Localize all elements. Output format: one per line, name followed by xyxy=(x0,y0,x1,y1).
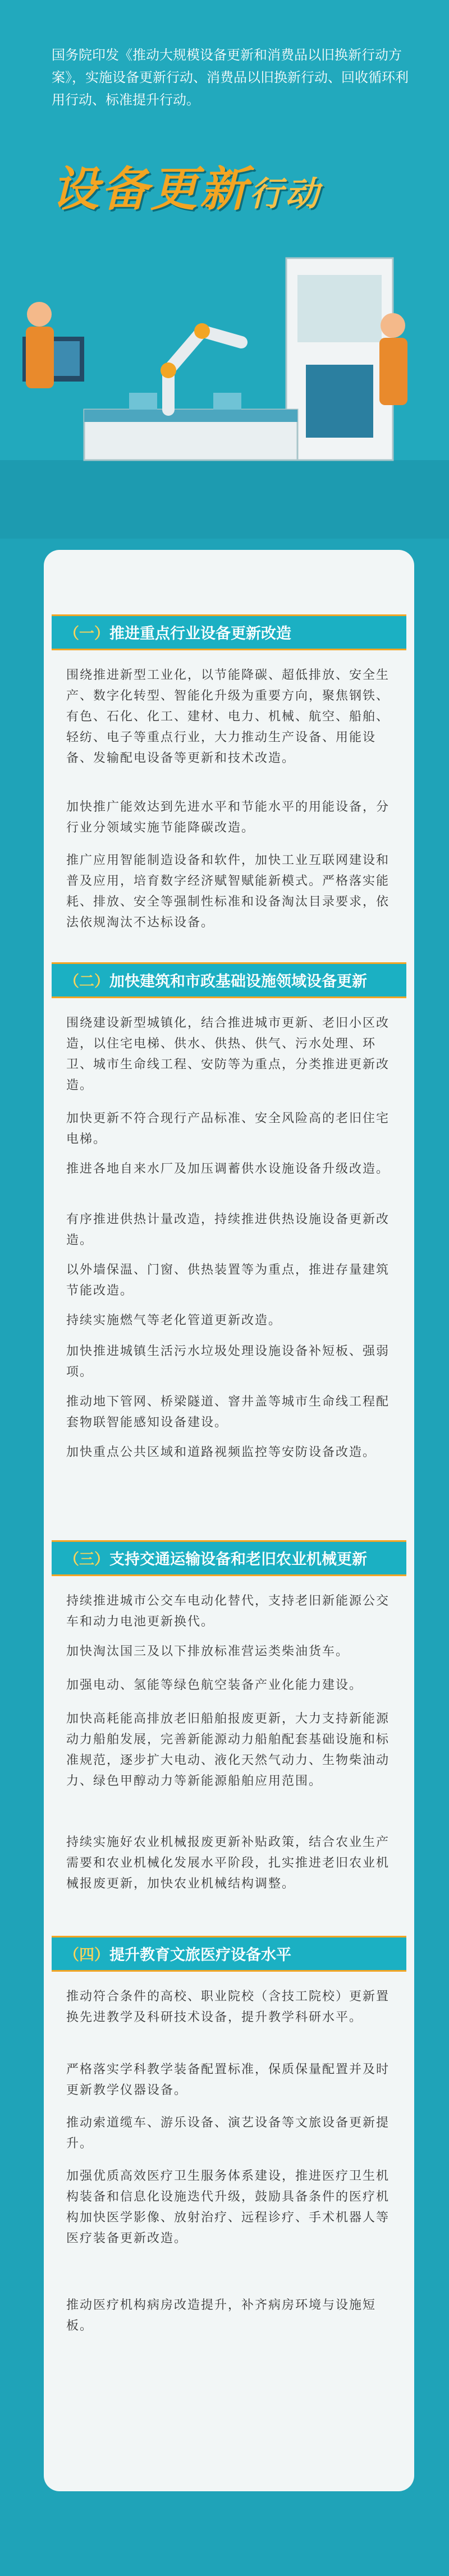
section-2-para-2: 加快更新不符合现行产品标准、安全风险高的老旧住宅电梯。 xyxy=(66,1112,390,1146)
section-2-para-1: 围绕建设新型城镇化，结合推进城市更新、老旧小区改造，以住宅电梯、供水、供热、供气、污水处理、环卫、城市生命线工程、安防等为重点，分类推进更新改造。 xyxy=(66,1016,390,1092)
section-3-para-2: 加快淘汰国三及以下排放标准营运类柴油货车。 xyxy=(66,1645,350,1659)
section-2-para-9: 加快重点公共区域和道路视频监控等安防设备改造。 xyxy=(66,1445,377,1459)
section-3-title: 支持交通运输设备和老旧农业机械更新 xyxy=(109,1551,367,1568)
section-2-title: 加快建筑和市政基础设施领域设备更新 xyxy=(109,973,367,990)
section-3-para-4: 加快高耗能高排放老旧船舶报废更新，大力支持新能源动力船舶发展，完善新能源动力船舶配套基础设施和标准规范，逐步扩大电动、液化天然气动力、生物柴油动力、绿色甲醇动力等新能源船舶应用范围。 xyxy=(66,1712,390,1788)
section-4-title: 提升教育文旅医疗设备水平 xyxy=(109,1946,291,1964)
section-4-tag: （四） xyxy=(64,1946,109,1964)
section-4-para-3: 推动索道缆车、游乐设备、演艺设备等文旅设备更新提升。 xyxy=(66,2116,390,2151)
section-1-heading xyxy=(52,614,406,650)
title-main: 设备更新 xyxy=(52,162,250,217)
section-1-para-3: 推广应用智能制造设备和软件，加快工业互联网建设和普及应用，培育数字经济赋智赋能新模式。严格落实能耗、排放、安全等强制性标准和设备淘汰目录要求，依法依规淘汰不达标设备。 xyxy=(66,853,390,930)
title-small: 行动 xyxy=(249,175,322,214)
section-3-para-5: 持续实施好农业机械报废更新补贴政策，结合农业生产需要和农业机械化发展水平阶段，扎实推进老旧农业机械报废更新，加快农业机械结构调整。 xyxy=(66,1835,390,1891)
section-4-para-5: 推动医疗机构病房改造提升，补齐病房环境与设施短板。 xyxy=(66,2298,377,2333)
section-1-para-2: 加快推广能效达到先进水平和节能水平的用能设备，分行业分领域实施节能降碳改造。 xyxy=(66,800,390,835)
section-2-para-4: 有序推进供热计量改造，持续推进供热设施设备更新改造。 xyxy=(66,1213,390,1247)
section-3-tag: （三） xyxy=(64,1551,109,1568)
footer-band xyxy=(0,2491,449,2576)
factory-illustration xyxy=(0,224,449,539)
section-2-heading xyxy=(52,962,406,998)
section-3-para-3: 加强电动、氢能等绿色航空装备产业化能力建设。 xyxy=(66,1678,363,1692)
section-4-para-2: 严格落实学科教学装备配置标准，保质保量配置并及时更新教学仪器设备。 xyxy=(66,2063,390,2097)
intro-text: 国务院印发《推动大规模设备更新和消费品以旧换新行动方案》，实施设备更新行动、消费品以旧换新行动、回收循环利用行动、标准提升行动。 xyxy=(52,47,409,108)
section-4-heading xyxy=(52,1936,406,1972)
section-2-para-3: 推进各地自来水厂及加压调蓄供水设施设备升级改造。 xyxy=(66,1162,390,1176)
section-2-para-5: 以外墙保温、门窗、供热装置等为重点，推进存量建筑节能改造。 xyxy=(66,1263,390,1298)
section-3-para-1: 持续推进城市公交车电动化替代，支持老旧新能源公交车和动力电池更新换代。 xyxy=(66,1594,390,1629)
section-2-para-7: 加快推进城镇生活污水垃圾处理设施设备补短板、强弱项。 xyxy=(66,1344,390,1379)
section-2-para-8: 推动地下管网、桥梁隧道、窨井盖等城市生命线工程配套物联智能感知设备建设。 xyxy=(66,1395,390,1430)
hero-banner xyxy=(0,0,449,539)
section-1-tag: （一） xyxy=(64,625,109,642)
section-2-para-6: 持续实施燃气等老化管道更新改造。 xyxy=(66,1314,282,1328)
section-2-tag: （二） xyxy=(64,973,109,990)
section-3-heading xyxy=(52,1540,406,1576)
page-title xyxy=(52,151,321,219)
section-4-para-4: 加强优质高效医疗卫生服务体系建设，推进医疗卫生机构装备和信息化设施迭代升级，鼓励具备条件的医疗机构加快医学影像、放射治疗、远程诊疗、手术机器人等医疗装备更新改造。 xyxy=(66,2169,390,2246)
section-1-para-1: 围绕推进新型工业化，以节能降碳、超低排放、安全生产、数字化转型、智能化升级为重要方向，聚焦钢铁、有色、石化、化工、建材、电力、机械、航空、船舶、轻纺、电子等重点行业，大力推动生产设备、用能设备、发输配电设备等更新和技术改造。 xyxy=(66,668,390,765)
section-1-title: 推进重点行业设备更新改造 xyxy=(109,625,291,642)
section-4-para-1: 推动符合条件的高校、职业院校（含技工院校）更新置换先进教学及科研技术设备，提升教学科研水平。 xyxy=(66,1990,390,2024)
